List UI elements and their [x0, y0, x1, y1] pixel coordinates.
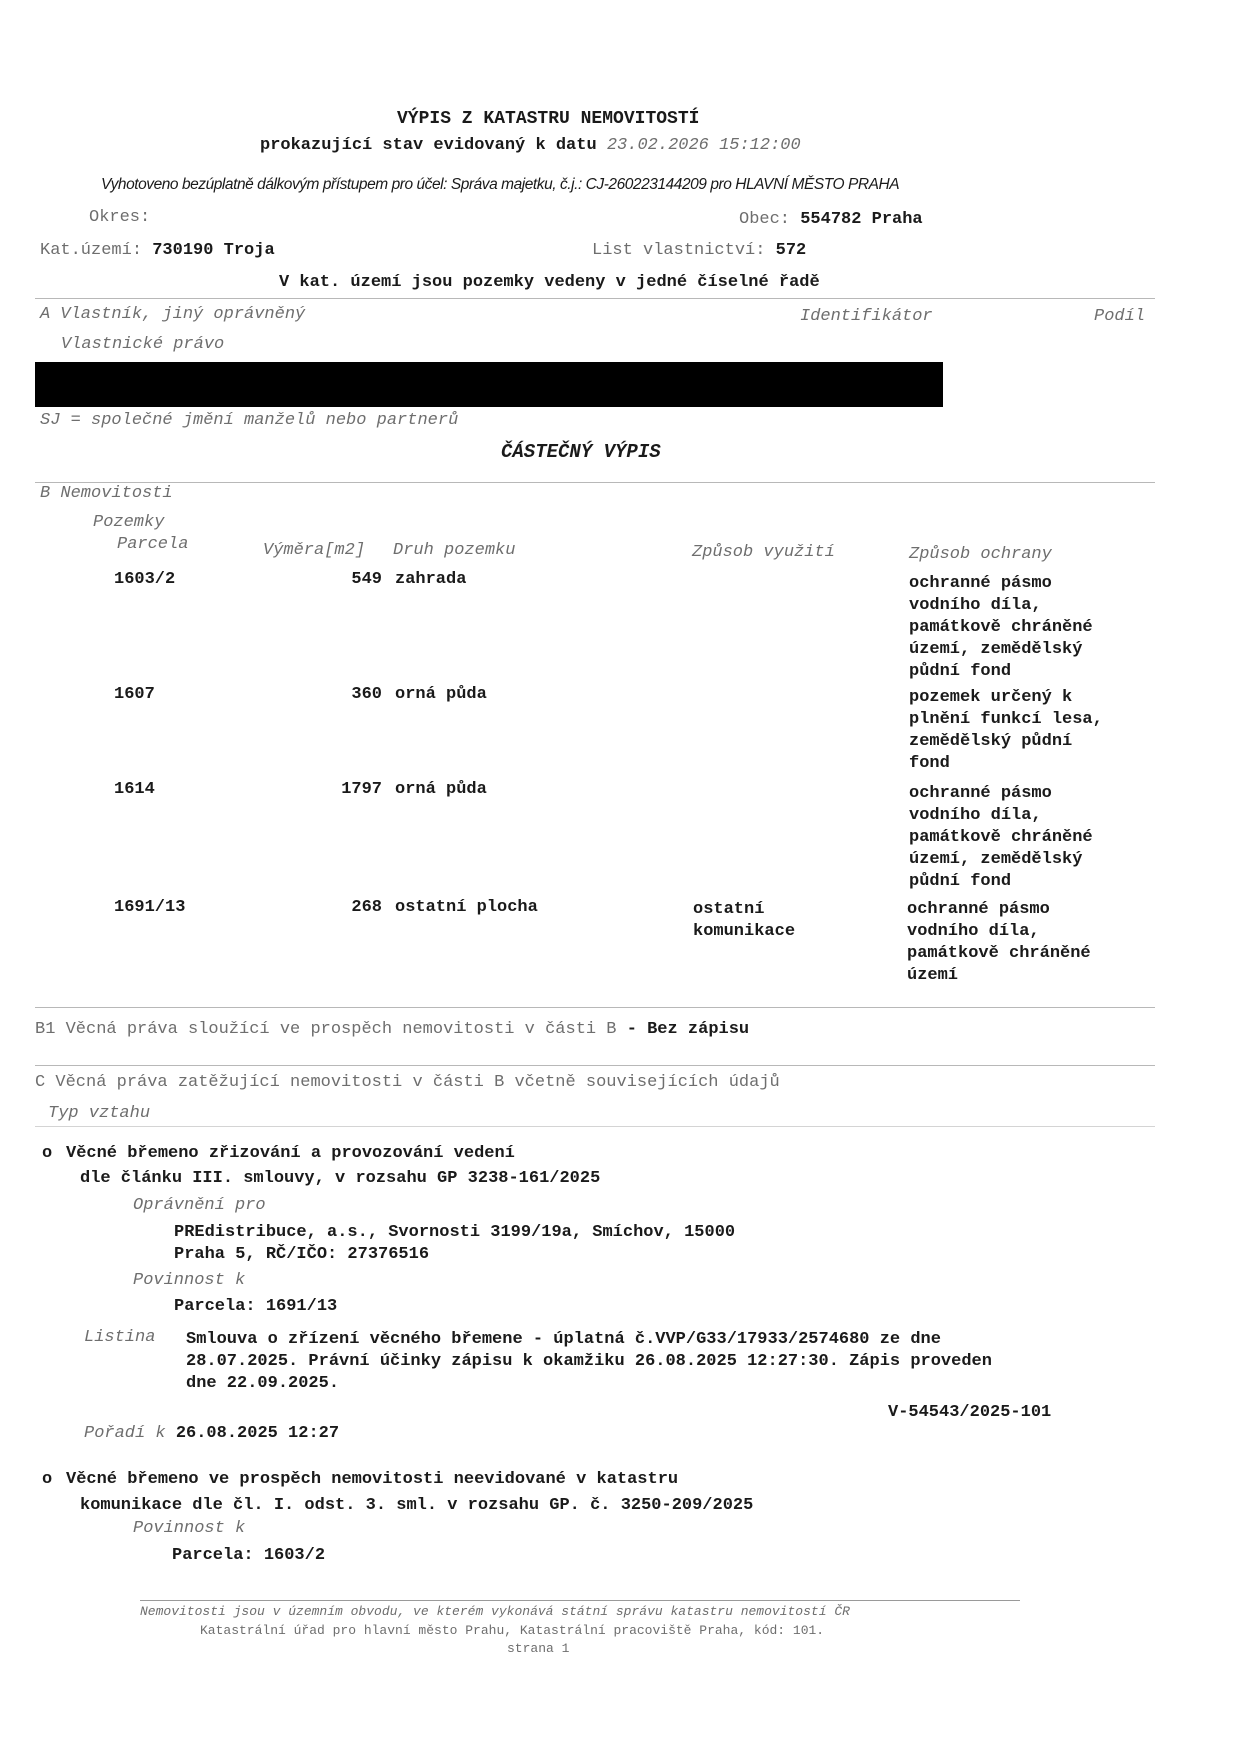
- entry-bullet: o: [42, 1144, 53, 1163]
- povinnost-label: Povinnost k: [133, 1271, 246, 1290]
- redaction-bar: [35, 362, 943, 407]
- divider-c-sub: [35, 1126, 1155, 1127]
- document-title: VÝPIS Z KATASTRU NEMOVITOSTÍ: [397, 109, 700, 129]
- partial-extract-label: ČÁSTEČNÝ VÝPIS: [501, 441, 661, 463]
- listina-value: Smlouva o zřízení věcného břemene - úplatná č.VVP/G33/17933/2574680 ze dne 28.07.2025. Právní účinky zápisu k okamžiku 26.08.2025 12:27:30. Zápis proveden dne 22.09.2025.: [186, 1330, 992, 1393]
- obec-value: 554782 Praha: [800, 210, 923, 229]
- obec-label: Obec:: [739, 210, 791, 229]
- entry-bullet: o: [42, 1470, 53, 1489]
- remote-access-note: Vyhotoveno bezúplatně dálkovým přístupem pro účel: Správa majetku, č.j.: CJ-260223144209 pro HLAVNÍ MĚSTO PRAHA: [101, 176, 900, 193]
- divider-b1: [35, 1007, 1155, 1008]
- parcel-number: 1607: [114, 685, 155, 704]
- col-ochrana: Způsob ochrany: [909, 545, 1052, 564]
- state-line: [260, 135, 801, 157]
- footer-line-1: Nemovitosti jsou v územním obvodu, ve kterém vykonává státní správu katastru nemovitostí ČR: [140, 1604, 850, 1619]
- parcel-area: 268: [351, 898, 382, 917]
- parcel-type: orná půda: [395, 685, 487, 704]
- parcel-area: 360: [351, 685, 382, 704]
- page-number: strana 1: [507, 1641, 570, 1656]
- entry-title-detail: dle článku III. smlouvy, v rozsahu GP 3238-161/2025: [80, 1169, 601, 1188]
- katuzemi-value: 730190 Troja: [152, 241, 275, 260]
- numbering-note: V kat. území jsou pozemky vedeny v jedné číselné řadě: [279, 273, 820, 292]
- divider-c: [35, 1065, 1155, 1066]
- parcel-protection: ochranné pásmo vodního díla, památkově chráněné území, zemědělský půdní fond: [909, 784, 1093, 891]
- col-druh: Druh pozemku: [393, 541, 516, 560]
- katuzemi-label: Kat.území:: [40, 241, 143, 260]
- lv-line: [592, 240, 806, 262]
- parcel-protection: ochranné pásmo vodního díla, památkově chráněné území: [907, 900, 1091, 985]
- entry-title: Věcné břemeno zřizování a provozování vedení: [66, 1144, 515, 1163]
- opravneni-value: PREdistribuce, a.s., Svornosti 3199/19a, Smíchov, 15000 Praha 5, RČ/IČO: 27376516: [174, 1223, 736, 1264]
- entry-title: Věcné břemeno ve prospěch nemovitosti neevidované v katastru: [66, 1470, 679, 1489]
- povinnost-value: Parcela: 1691/13: [174, 1297, 338, 1316]
- divider-a: [35, 298, 1155, 299]
- lv-label: List vlastnictví:: [592, 241, 766, 260]
- lv-value: 572: [775, 241, 807, 260]
- parcel-number: 1603/2: [114, 570, 176, 589]
- entry-title-detail: komunikace dle čl. I. odst. 3. sml. v rozsahu GP. č. 3250-209/2025: [80, 1496, 754, 1515]
- parcel-type: orná půda: [395, 780, 487, 799]
- parcel-type: zahrada: [395, 570, 467, 589]
- poradi-line: [84, 1423, 339, 1445]
- parcel-number: 1614: [114, 780, 155, 799]
- parcel-area: 1797: [341, 780, 382, 799]
- state-datetime: 23.02.2026 15:12:00: [606, 136, 801, 155]
- parcel-number: 1691/13: [114, 898, 186, 917]
- state-prefix: prokazující stav evidovaný k datu: [260, 136, 597, 155]
- povinnost-label: Povinnost k: [133, 1519, 246, 1538]
- col-vymera: Výměra[m2]: [263, 541, 366, 560]
- pozemky-subheading: Pozemky: [93, 513, 165, 532]
- parcel-protection: ochranné pásmo vodního díla, památkově chráněné území, zemědělský půdní fond: [909, 574, 1093, 681]
- parcel-type: ostatní plocha: [395, 898, 538, 917]
- col-parcela: Parcela: [117, 535, 189, 554]
- col-vyuziti: Způsob využití: [692, 543, 835, 562]
- section-b1-value: - Bez zápisu: [626, 1020, 750, 1039]
- divider-b: [35, 482, 1155, 483]
- listina-label: Listina: [84, 1328, 156, 1347]
- section-a-heading: A Vlastník, jiný oprávněný: [40, 305, 306, 324]
- footer-divider: [140, 1600, 1020, 1601]
- footer-line-2: Katastrální úřad pro hlavní město Prahu, Katastrální pracoviště Praha, kód: 101.: [200, 1623, 825, 1638]
- opravneni-label: Oprávnění pro: [133, 1196, 266, 1215]
- povinnost-value: Parcela: 1603/2: [172, 1546, 326, 1565]
- parcel-protection: pozemek určený k plnění funkcí lesa, zemědělský půdní fond: [909, 688, 1103, 773]
- parcel-usage: ostatní komunikace: [693, 900, 796, 941]
- poradi-value: 26.08.2025 12:27: [175, 1424, 340, 1443]
- reference-number: V-54543/2025-101: [888, 1403, 1052, 1422]
- parcel-area: 549: [351, 570, 382, 589]
- section-b1-text: B1 Věcná práva sloužící ve prospěch nemovitosti v části B: [35, 1020, 617, 1039]
- poradi-label: Pořadí k: [84, 1424, 166, 1443]
- katuzemi-line: [40, 240, 275, 262]
- section-c-heading: C Věcná práva zatěžující nemovitosti v části B včetně souvisejících údajů: [35, 1073, 780, 1092]
- col-podil: Podíl: [1094, 307, 1146, 326]
- okres-label: Okres:: [89, 208, 151, 227]
- section-a-subheading: Vlastnické právo: [61, 335, 225, 354]
- obec-line: [739, 209, 923, 231]
- col-identifikator: Identifikátor: [800, 307, 933, 326]
- sj-note: SJ = společné jmění manželů nebo partnerů: [40, 411, 459, 430]
- section-b1-line: [35, 1019, 749, 1041]
- section-b-heading: B Nemovitosti: [40, 484, 173, 503]
- typ-vztahu-label: Typ vztahu: [48, 1104, 151, 1123]
